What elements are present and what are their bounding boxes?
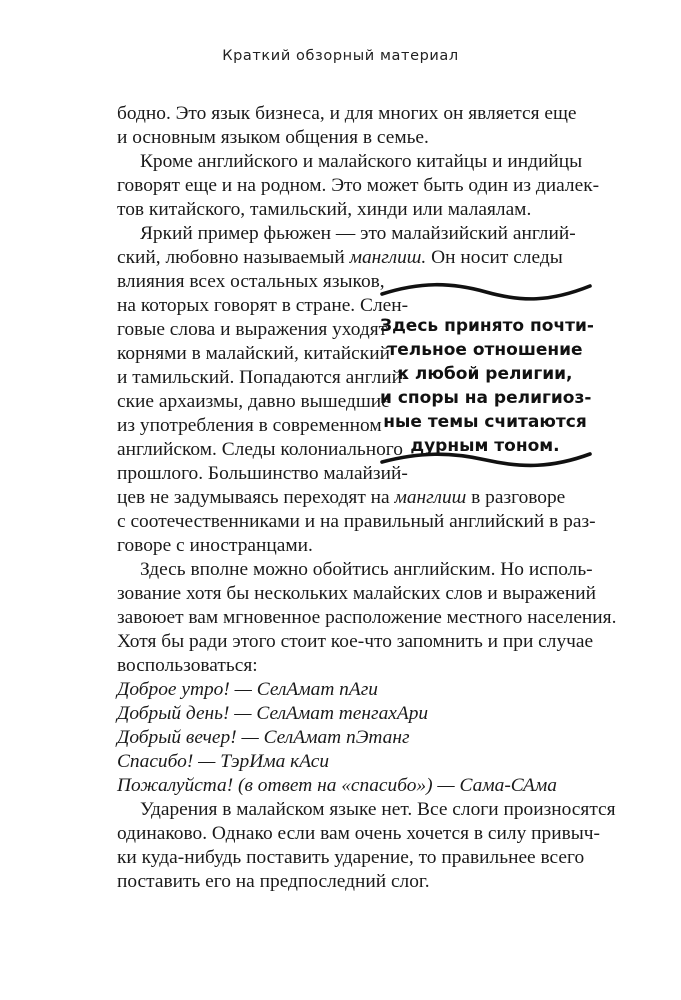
text-line: Хотя бы ради этого стоит кое-что запомнить и при случае (117, 631, 594, 652)
text-line: на которых говорят в стране. Слен- (117, 295, 409, 316)
text-line: зование хотя бы нескольких малайских слов и выражений (117, 583, 596, 604)
text-line: Кроме английского и малайского китайцы и индийцы (140, 151, 583, 172)
text-line: завоюет вам мгновенное расположение местного населения. (117, 607, 617, 628)
text-line: и основным языком общения в семье. (117, 127, 429, 148)
italic-term-manglish: манглиш. (349, 247, 427, 268)
text-line: одинаково. Однако если вам очень хочется в силу привыч- (117, 823, 600, 844)
text-line: поставить его на предпоследний слог. (117, 871, 430, 892)
wavy-rule-bottom (380, 448, 592, 472)
text-line: говорят еще и на родном. Это может быть один из диалек- (117, 175, 600, 196)
text-segment: в разговоре (471, 487, 566, 508)
text-line: Ударения в малайском языке нет. Все слоги произносятся (140, 799, 616, 820)
text-line: из употребления в современном (117, 415, 382, 436)
text-line (117, 486, 565, 510)
text-line: тов китайского, тамильский, хинди или малаялам. (117, 199, 532, 220)
text-line: говоре с иностранцами. (117, 535, 313, 556)
text-segment: Он носит следы (431, 247, 563, 268)
text-line: ки куда-нибудь поставить ударение, то правильнее всего (117, 847, 585, 868)
text-line: английском. Следы колониального (117, 439, 403, 460)
text-line: и тамильский. Попадаются англий- (117, 367, 409, 388)
text-line: ские архаизмы, давно вышедшие (117, 391, 390, 412)
text-line: воспользоваться: (117, 655, 258, 676)
text-segment: ский, любовно называемый (117, 247, 345, 268)
text-line: прошлого. Большинство малайзий- (117, 463, 408, 484)
phrase-line: Доброе утро! — СелАмат пАги (117, 679, 378, 700)
callout-line: тельное отношение (387, 340, 583, 360)
text-line: влияния всех остальных языков, (117, 271, 385, 292)
text-line: с соотечественниками и на правильный английский в раз- (117, 511, 596, 532)
text-line: Здесь вполне можно обойтись английским. Но исполь- (140, 559, 593, 580)
phrase-line: Добрый вечер! — СелАмат пЭтанг (117, 727, 410, 748)
text-line (117, 246, 563, 270)
phrase-line: Пожалуйста! (в ответ на «спасибо») — Сама-САма (117, 775, 557, 796)
italic-term-manglish: манглиш (394, 487, 467, 508)
text-line: говые слова и выражения уходят (117, 319, 388, 340)
text-line: корнями в малайский, китайский (117, 343, 390, 364)
phrase-line: Добрый день! — СелАмат тенгахАри (117, 703, 429, 724)
wavy-rule-top (380, 280, 592, 304)
callout-line: ные темы считаются (383, 412, 587, 432)
callout-line: и споры на религиоз- (380, 388, 592, 408)
callout-line: дурным тоном. (410, 436, 560, 456)
text-segment: цев не задумываясь переходят на (117, 487, 390, 508)
callout-line: Здесь принято почти- (380, 316, 594, 336)
running-header: Краткий обзорный материал (222, 48, 459, 64)
phrase-line: Спасибо! — ТэрИма кАси (117, 751, 330, 772)
text-line: Яркий пример фьюжен — это малайзийский англий- (140, 223, 576, 244)
text-line: бодно. Это язык бизнеса, и для многих он является еще (117, 103, 577, 124)
callout-line: к любой религии, (397, 364, 573, 384)
